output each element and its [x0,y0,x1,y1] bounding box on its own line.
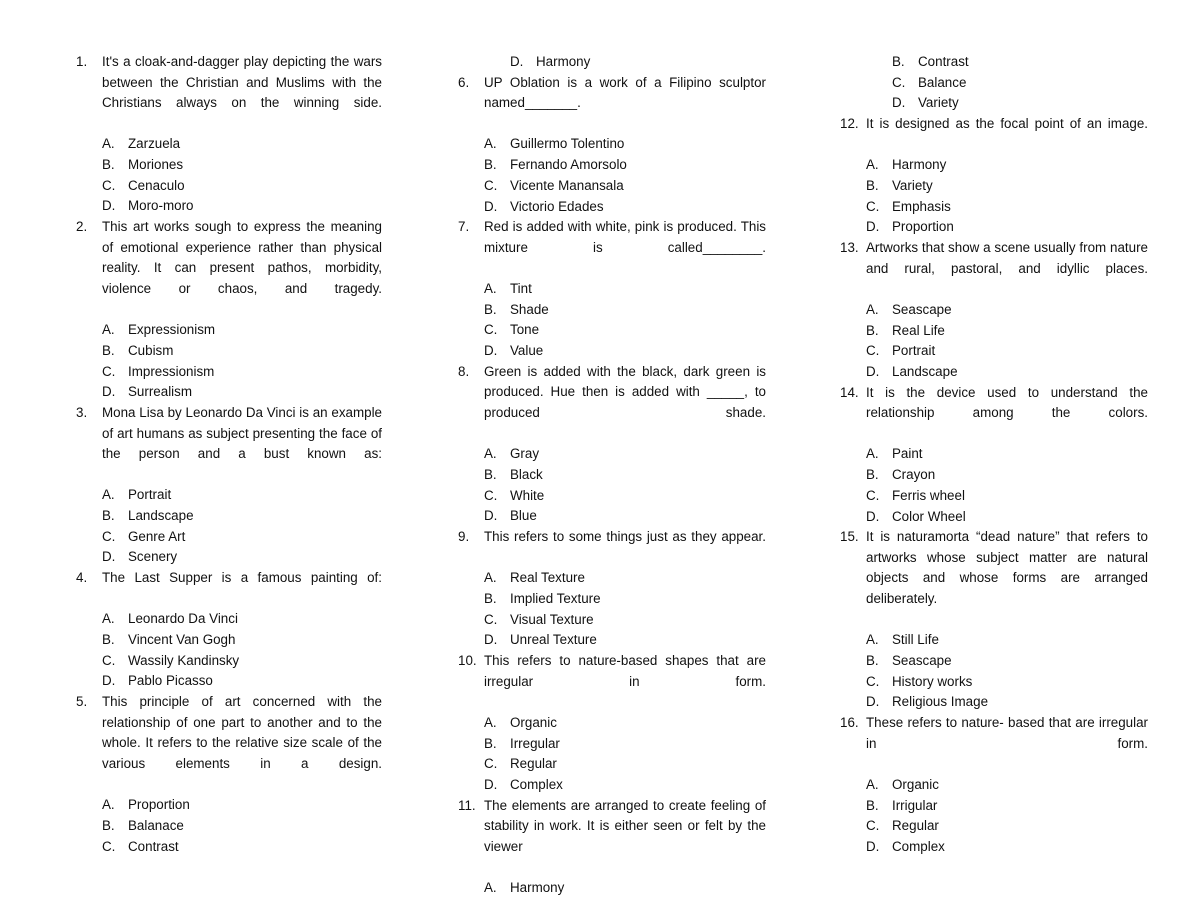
answer-option [458,279,766,300]
option-text: Complex [892,838,945,854]
option-letter: D. [102,384,116,400]
question-number: 13. [840,240,859,256]
option-text: Gray [510,446,540,462]
answer-option [76,816,382,837]
answer-options [458,878,766,899]
question-text: This principle of art concerned with the relationship of one part to another and to the whole. It refers to the relative size scale of the various elements in a design. [102,694,382,771]
option-text: Value [510,343,544,359]
option-text: Religious Image [892,694,989,710]
option-text: Harmony [892,157,947,173]
option-text: Ferris wheel [892,487,965,503]
option-letter: D. [866,508,880,524]
answer-option [458,341,766,362]
question-number: 12. [840,116,859,132]
option-text: Regular [510,756,557,772]
answer-option [76,837,382,858]
option-letter: B. [866,797,879,813]
option-text: Guillermo Tolentino [510,136,625,152]
question-number: 3. [76,404,88,420]
option-text: Color Wheel [892,508,966,524]
option-text: Landscape [892,364,958,379]
answer-option [840,837,1148,858]
question-item [76,403,382,485]
question-text: This art works sough to express the meaning of emotional experience rather than physical reality. It can present pathos, morbidity, violence or chaos, and tragedy. [102,219,382,296]
option-letter: A. [866,301,879,317]
question-number: 9. [458,529,470,545]
question-item [76,217,382,320]
option-text: Zarzuela [128,136,181,152]
answer-option [76,651,382,672]
answer-option [458,734,766,755]
option-text: White [510,487,545,503]
option-letter: B. [866,652,879,668]
question-item [458,217,766,279]
question-item [458,527,766,568]
question-text: UP Oblation is a work of a Filipino sculptor named_______. [484,74,766,111]
answer-option [458,134,766,155]
option-letter: A. [484,446,497,462]
question-number: 6. [458,74,470,90]
option-text: Vicente Manansala [510,177,624,193]
option-text: Contrast [128,838,179,854]
option-letter: A. [484,281,497,297]
answer-option [840,176,1148,197]
question-item [76,52,382,134]
answer-option [484,52,766,73]
answer-option [76,196,382,217]
answer-option [76,485,382,506]
answer-option [840,486,1148,507]
answer-options [840,630,1148,713]
option-text: History works [892,673,973,689]
answer-option [76,341,382,362]
question-item [458,362,766,444]
option-letter: C. [102,528,116,544]
option-text: Variety [892,178,933,193]
answer-options [840,155,1148,238]
option-letter: A. [102,136,115,152]
option-text: Balanace [128,817,184,833]
question-number: 10. [458,653,477,669]
answer-options [458,444,766,527]
option-text: Black [510,466,543,482]
option-text: Harmony [510,880,565,896]
option-letter: B. [484,590,497,606]
option-letter: D. [484,632,498,648]
question-number: 5. [76,694,88,710]
question-item [76,568,382,609]
question-item [840,527,1148,630]
option-letter: D. [866,694,880,710]
answer-option [458,465,766,486]
answer-option [458,878,766,899]
option-letter: D. [102,673,116,689]
answer-options [76,609,382,692]
answer-option [76,320,382,341]
question-item [840,383,1148,445]
option-letter: D. [484,198,498,214]
answer-option [76,382,382,403]
answer-option [458,630,766,651]
answer-option [458,176,766,197]
answer-options [76,485,382,568]
option-letter: D. [102,549,116,565]
answer-option [840,775,1148,796]
option-text: Proportion [128,797,190,813]
question-text: It's a cloak-and-dagger play depicting the wars between the Christian and Muslims with the Christians always on the winning side. [102,54,382,111]
question-number: 4. [76,570,88,586]
option-letter: D. [484,508,498,524]
option-text: Irrigular [892,797,938,813]
answer-option [458,486,766,507]
option-letter: D. [510,54,524,69]
answer-option [840,155,1148,176]
option-letter: C. [484,322,498,338]
option-letter: A. [866,632,879,648]
option-letter: C. [484,487,498,503]
answer-options [76,134,382,217]
option-letter: A. [102,322,115,338]
option-text: Regular [892,818,939,834]
question-item [840,114,1148,155]
answer-option [458,754,766,775]
question-text: These refers to nature- based that are irregular in form. [866,715,1148,751]
answer-option [840,444,1148,465]
option-letter: C. [102,838,116,854]
option-text: Victorio Edades [510,198,604,214]
question-item [458,796,766,878]
option-letter: B. [484,466,497,482]
option-text: Emphasis [892,198,951,214]
option-letter: C. [866,673,880,689]
answer-option [458,155,766,176]
option-letter: B. [866,322,879,338]
answer-option [458,589,766,610]
option-letter: A. [102,611,115,627]
question-text: The elements are arranged to create feeling of stability in work. It is either seen or felt by the viewer [484,797,766,854]
answer-option [458,568,766,589]
option-letter: B. [102,817,115,833]
option-letter: B. [866,467,879,483]
option-letter: C. [484,611,498,627]
answer-option [76,362,382,383]
option-letter: A. [484,880,497,896]
option-text: Cubism [128,342,174,358]
option-letter: B. [484,301,497,317]
option-text: Tint [510,281,532,297]
question-text: Artworks that show a scene usually from nature and rural, pastoral, and idyllic places. [866,240,1148,276]
answer-option [458,610,766,631]
question-item [76,692,382,795]
answer-option [458,320,766,341]
option-text: Fernando Amorsolo [510,157,627,173]
option-text: Portrait [892,343,936,359]
option-text: Blue [510,508,537,524]
option-letter: C. [484,756,498,772]
option-letter: A. [102,487,115,503]
option-text: Wassily Kandinsky [128,652,240,668]
option-letter: C. [866,487,880,503]
answer-option [840,816,1148,837]
answer-options [458,134,766,217]
option-letter: A. [866,157,879,173]
option-letter: D. [866,838,880,854]
answer-option [76,155,382,176]
option-text: Visual Texture [510,611,594,627]
question-number: 11. [458,797,476,813]
column-2 [458,52,766,899]
option-text: Seascape [892,652,952,668]
question-number: 15. [840,529,859,545]
question-number: 1. [76,54,88,69]
option-text: Still Life [892,632,939,648]
answer-option [840,341,1148,362]
answer-option [76,176,382,197]
option-text: Balance [918,74,967,90]
option-text: Proportion [892,219,954,235]
answer-option [76,506,382,527]
option-letter: B. [102,632,115,648]
option-text: Tone [510,322,540,338]
question-number: 7. [458,219,470,235]
option-letter: B. [102,508,115,524]
question-number: 16. [840,715,859,731]
option-text: Scenery [128,549,178,565]
question-text: Mona Lisa by Leonardo Da Vinci is an example of art humans as subject presenting the face of the person and a bust known as: [102,404,382,462]
answer-options [76,320,382,403]
answer-option [840,796,1148,817]
option-letter: C. [866,343,880,359]
option-text: Surrealism [128,384,192,400]
option-letter: C. [102,177,116,193]
option-letter: D. [484,776,498,792]
question-text: This refers to nature-based shapes that are irregular in form. [484,653,766,689]
answer-option [866,52,1148,73]
answer-options [840,775,1148,858]
answer-option [840,321,1148,342]
answer-option [76,671,382,692]
option-letter: B. [102,342,115,358]
answer-option [840,197,1148,218]
option-letter: D. [892,95,906,111]
question-text: It is the device used to understand the relationship among the colors. [866,384,1148,421]
question-item [458,651,766,713]
answer-option [840,672,1148,693]
continued-options [840,52,1148,114]
answer-option [840,651,1148,672]
question-number: 14. [840,384,859,400]
option-text: Variety [918,95,959,111]
option-text: Real Texture [510,570,585,586]
option-text: Implied Texture [510,590,601,606]
option-text: Leonardo Da Vinci [128,611,238,627]
option-letter: D. [866,219,880,235]
option-text: Pablo Picasso [128,673,213,689]
answer-options [840,444,1148,527]
answer-options [76,795,382,857]
option-letter: C. [102,652,116,668]
answer-option [458,713,766,734]
option-letter: D. [102,198,116,214]
option-letter: C. [866,198,880,214]
option-letter: B. [866,178,879,193]
question-item [840,238,1148,300]
option-text: Harmony [536,54,591,69]
answer-options [458,568,766,651]
answer-option [76,609,382,630]
answer-option [840,217,1148,238]
answer-option [458,444,766,465]
option-text: Paint [892,446,923,462]
option-text: Crayon [892,467,936,483]
answer-option [458,506,766,527]
option-letter: B. [102,157,115,173]
option-text: Vincent Van Gogh [128,632,236,648]
option-text: Moro-moro [128,198,194,214]
option-letter: D. [866,364,880,379]
answer-options [458,279,766,362]
question-text: It is designed as the focal point of an image. [866,116,1148,132]
option-letter: C. [102,363,116,379]
answer-option [840,362,1148,383]
option-text: Seascape [892,301,952,317]
column-3 [840,52,1148,858]
option-letter: A. [484,570,497,586]
question-number: 2. [76,219,88,235]
question-text: Red is added with white, pink is produced. This mixture is called________. [484,219,766,255]
answer-option [458,775,766,796]
question-item [840,713,1148,775]
option-text: Cenaculo [128,177,185,193]
answer-option [76,134,382,155]
option-text: Expressionism [128,322,216,338]
option-text: Complex [510,776,563,792]
answer-option [840,507,1148,528]
answer-option [458,197,766,218]
question-number: 8. [458,363,470,379]
option-letter: A. [866,776,879,792]
column-1 [76,52,382,857]
question-text: This refers to some things just as they appear. [484,529,766,545]
option-letter: A. [484,714,497,730]
option-text: Shade [510,301,549,317]
answer-option [840,630,1148,651]
option-letter: B. [892,54,905,69]
option-letter: A. [866,446,879,462]
option-text: Portrait [128,487,172,503]
option-letter: C. [892,74,906,90]
option-text: Irregular [510,735,560,751]
option-text: Organic [510,714,557,730]
option-text: Unreal Texture [510,632,597,648]
option-letter: D. [484,343,498,359]
option-text: Impressionism [128,363,215,379]
answer-option [866,93,1148,114]
option-letter: B. [484,157,497,173]
answer-option [76,547,382,568]
answer-option [840,692,1148,713]
option-text: Contrast [918,54,969,69]
answer-option [840,300,1148,321]
question-text: Green is added with the black, dark green is produced. Hue then is added with _____, to produced shade. [484,363,766,421]
continued-options [458,52,766,73]
option-letter: B. [484,735,497,751]
option-text: Landscape [128,508,194,524]
option-text: Genre Art [128,528,186,544]
answer-option [840,465,1148,486]
option-letter: C. [866,818,880,834]
option-text: Moriones [128,157,184,173]
option-text: Real Life [892,322,945,338]
answer-option [458,300,766,321]
answer-option [76,527,382,548]
answer-options [458,713,766,796]
option-text: Organic [892,776,939,792]
question-text: It is naturamorta “dead nature” that refers to artworks whose subject matter are natural objects and whose forms are arranged deliberately. [866,529,1148,607]
answer-option [76,795,382,816]
option-letter: A. [102,797,115,813]
option-letter: A. [484,136,497,152]
answer-option [866,73,1148,94]
answer-options [840,300,1148,383]
question-text: The Last Supper is a famous painting of: [102,570,382,586]
answer-option [76,630,382,651]
question-item [458,73,766,135]
option-letter: C. [484,177,498,193]
